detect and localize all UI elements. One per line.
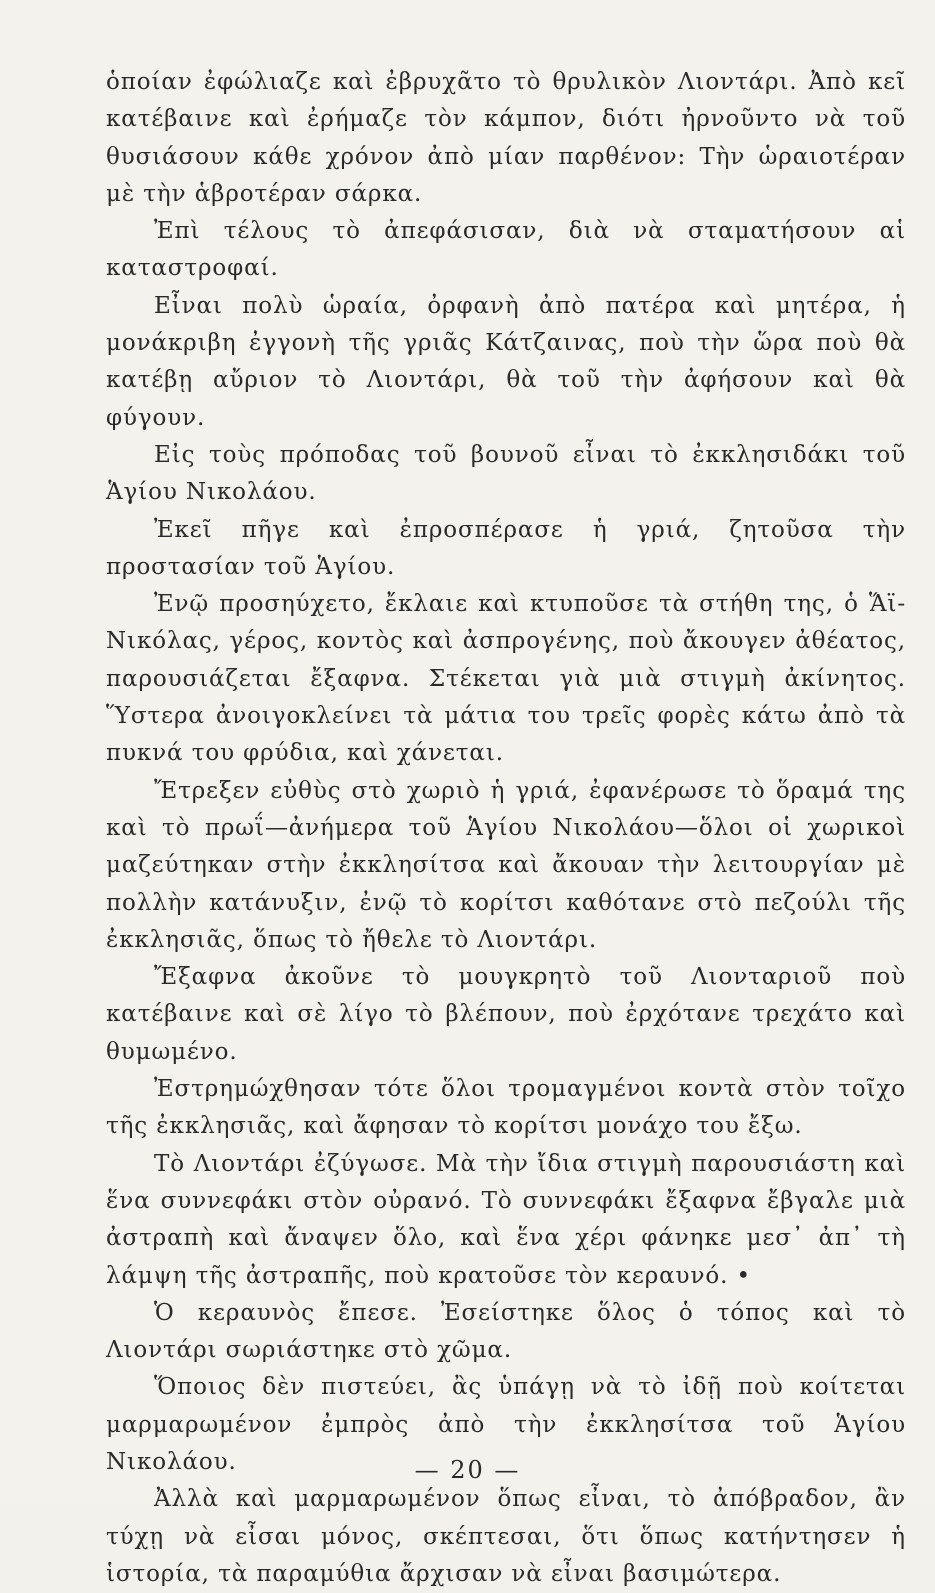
- paragraph-3: Εἶναι πολὺ ὡραία, ὀρφανὴ ἀπὸ πατέρα καὶ μητέρα, ἡ μονάκριβη ἐγγονὴ τῆς γριᾶς Κάτζαινας, ποὺ τὴν ὥρα ποὺ θὰ κατέβῃ αὔριον τὸ Λιοντάρι, θὰ τοῦ τὴν ἀφήσουν καὶ θὰ φύγουν.: [106, 292, 906, 431]
- paragraph-9: Ἐστρημώχθησαν τότε ὅλοι τρομαγμένοι κοντὰ στὸν τοῖχο τῆς ἐκκλησιᾶς, καὶ ἄφησαν τὸ κορίτσι μονάχο του ἔξω.: [106, 1076, 906, 1140]
- paragraph-6: Ἐνῷ προσηύχετο, ἔκλαιε καὶ κτυποῦσε τὰ στήθη της, ὁ Ἅϊ-Νικόλας, γέρος, κοντὸς καὶ ἀσπρογένης, ποὺ ἄκουγεν ἀθέατος, παρουσιάζεται ἔξαφνα. Στέκεται γιὰ μιὰ στιγμὴ ἀκίνητος. Ὕστερα ἀνοιγοκλείνει τὰ μάτια του τρεῖς φορὲς κάτω ἀπὸ τὰ πυκνά του φρύδια, καὶ χάνεται.: [106, 591, 906, 767]
- paragraph-5: Ἐκεῖ πῆγε καὶ ἐπροσπέρασε ἡ γριά, ζητοῦσα τὴν προστασίαν τοῦ Ἁγίου.: [106, 516, 906, 580]
- body-text: [106, 64, 906, 1593]
- paragraph-2: Ἐπὶ τέλους τὸ ἀπεφάσισαν, διὰ νὰ σταματήσουν αἱ καταστροφαί.: [106, 218, 906, 282]
- page-number: — 20 —: [414, 1456, 521, 1484]
- paragraph-10: Τὸ Λιοντάρι ἐζύγωσε. Μὰ τὴν ἴδια στιγμὴ παρουσιάστη καὶ ἕνα συννεφάκι στὸν οὐρανό. Τὸ συννεφάκι ἔξαφνα ἔβγαλε μιὰ ἀστραπὴ καὶ ἄναψεν ὅλο, καὶ ἕνα χέρι φάνηκε μεσ᾽ ἀπ᾽ τὴ λάμψη τῆς ἀστραπῆς, ποὺ κρατοῦσε τὸν κεραυνό. •: [106, 1150, 906, 1289]
- paragraph-4: Εἰς τοὺς πρόποδας τοῦ βουνοῦ εἶναι τὸ ἐκκλησιδάκι τοῦ Ἁγίου Νικολάου.: [106, 441, 906, 506]
- paragraph-12: Ὅποιος δὲν πιστεύει, ἂς ὑπάγῃ νὰ τὸ ἰδῇ ποὺ κοίτεται μαρμαρωμένον ἐμπρὸς ἀπὸ τὴν ἐκκλησίτσα τοῦ Ἁγίου Νικολάου.: [106, 1374, 906, 1475]
- paragraph-13: Ἀλλὰ καὶ μαρμαρωμένον ὅπως εἶναι, τὸ ἀπόβραδον, ἂν τύχῃ νὰ εἶσαι μόνος, σκέπτεσαι, ὅτι ὅπως κατήντησεν ἡ ἱστορία, τὰ παραμύθια ἄρχισαν νὰ εἶναι βασιμώτερα.: [106, 1486, 906, 1587]
- paragraph-1: ὁποίαν ἐφώλιαζε καὶ ἐβρυχᾶτο τὸ θρυλικὸν Λιοντάρι. Ἀπὸ κεῖ κατέβαινε καὶ ἐρήμαζε τὸν κάμπον, διότι ἠρνοῦντο νὰ τοῦ θυσιάσουν κάθε χρόνον ἀπὸ μίαν παρθένον: Τὴν ὡραιοτέραν μὲ τὴν ἁβροτέραν σάρκα.: [106, 69, 906, 207]
- paragraph-7: Ἔτρεξεν εὐθὺς στὸ χωριὸ ἡ γριά, ἐφανέρωσε τὸ ὅραμά της καὶ τὸ πρωΐ—ἀνήμερα τοῦ Ἁγίου Νικολάου—ὅλοι οἱ χωρικοὶ μαζεύτηκαν στὴν ἐκκλησίτσα καὶ ἄκουαν τὴν λειτουργίαν μὲ πολλὴν κατάνυξιν, ἐνῷ τὸ κορίτσι καθότανε στὸ πεζούλι τῆς ἐκκλησιᾶς, ὅπως τὸ ἤθελε τὸ Λιοντάρι.: [106, 777, 906, 953]
- paragraph-11: Ὁ κεραυνὸς ἔπεσε. Ἐσείστηκε ὅλος ὁ τόπος καὶ τὸ Λιοντάρι σωριάστηκε στὸ χῶμα.: [106, 1299, 906, 1364]
- paragraph-8: Ἔξαφνα ἀκοῦνε τὸ μουγκρητὸ τοῦ Λιονταριοῦ ποὺ κατέβαινε καὶ σὲ λίγο τὸ βλέπουν, ποὺ ἐρχότανε τρεχάτο καὶ θυμωμένο.: [106, 964, 906, 1065]
